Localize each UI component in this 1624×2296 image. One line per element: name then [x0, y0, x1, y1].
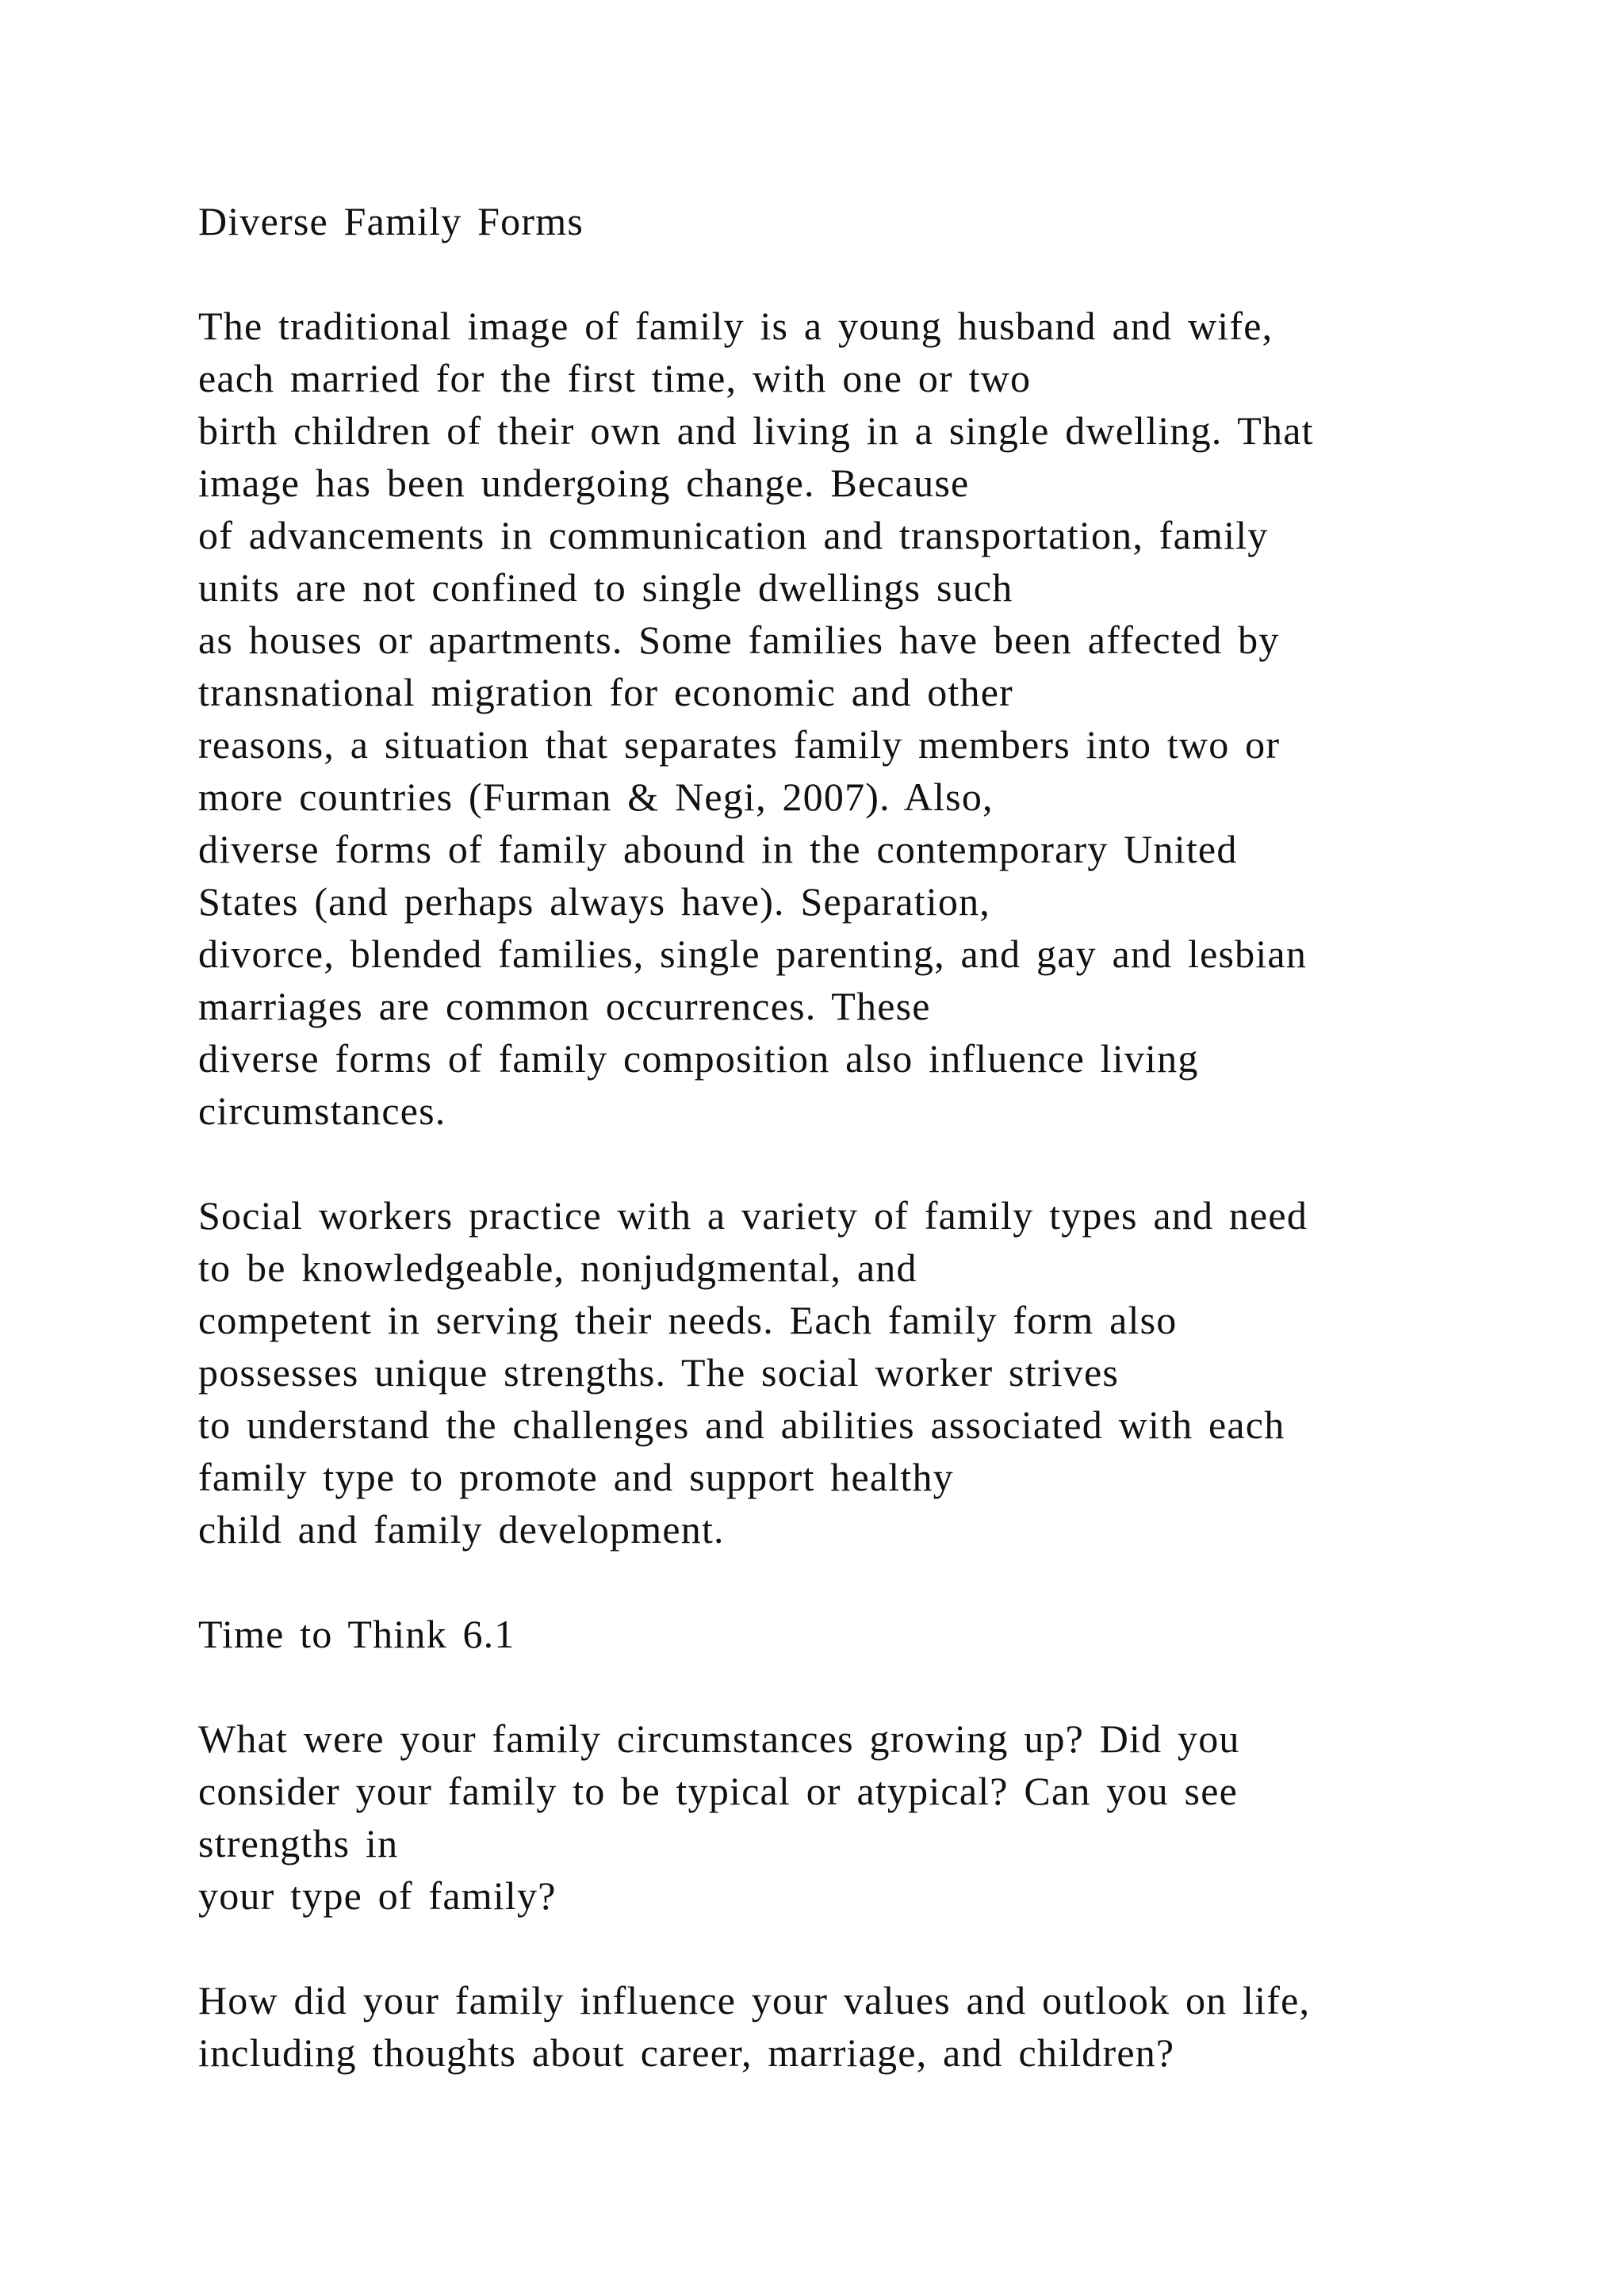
text-line: The traditional image of family is a young husband and wife, [198, 304, 1274, 348]
text-line: marriages are common occurrences. These [198, 984, 931, 1028]
paragraph-gap [198, 1660, 1546, 1712]
text-line: circumstances. [198, 1089, 446, 1133]
paragraph-gap [198, 1922, 1546, 1974]
text-line: each married for the first time, with one or two [198, 356, 1032, 400]
text-line: units are not confined to single dwellings such [198, 565, 1013, 610]
text-line: to understand the challenges and abilities associated with each [198, 1402, 1285, 1447]
paragraph-gap [198, 1137, 1546, 1189]
text-line: diverse forms of family composition also influence living [198, 1036, 1199, 1081]
text-line: divorce, blended families, single parenting, and gay and lesbian [198, 932, 1308, 976]
document-body [198, 195, 1546, 2079]
text-line: image has been undergoing change. Because [198, 461, 970, 505]
question-family-influence [198, 1974, 1546, 2079]
text-line: family type to promote and support healthy [198, 1455, 954, 1499]
text-line: possesses unique strengths. The social worker strives [198, 1350, 1120, 1395]
text-line: of advancements in communication and transportation, family [198, 513, 1269, 557]
text-line: as houses or apartments. Some families have been affected by [198, 618, 1280, 662]
text-line: including thoughts about career, marriage, and children? [198, 2030, 1175, 2075]
paragraph-traditional-image [198, 300, 1546, 1137]
section-heading: Time to Think 6.1 [198, 1612, 515, 1656]
text-line: child and family development. [198, 1507, 725, 1552]
text-line: What were your family circumstances growing up? Did you [198, 1716, 1240, 1761]
text-line: How did your family influence your values and outlook on life, [198, 1978, 1311, 2022]
text-line: more countries (Furman & Negi, 2007). Also, [198, 775, 994, 819]
document-title: Diverse Family Forms [198, 199, 584, 243]
text-line: strengths in [198, 1821, 399, 1866]
text-line: competent in serving their needs. Each family form also [198, 1298, 1178, 1342]
question-family-circumstances [198, 1712, 1546, 1922]
text-line: consider your family to be typical or atypical? Can you see [198, 1769, 1238, 1813]
paragraph-social-workers [198, 1189, 1546, 1556]
text-line: to be knowledgeable, nonjudgmental, and [198, 1246, 917, 1290]
text-line: your type of family? [198, 1873, 557, 1918]
text-line: transnational migration for economic and other [198, 670, 1013, 714]
paragraph-gap [198, 247, 1546, 300]
text-line: States (and perhaps always have). Separation, [198, 879, 990, 924]
paragraph-gap [198, 1556, 1546, 1608]
text-line: reasons, a situation that separates family members into two or [198, 722, 1281, 767]
text-line: birth children of their own and living in a single dwelling. That [198, 408, 1314, 453]
text-line: Social workers practice with a variety of family types and need [198, 1193, 1308, 1238]
text-line: diverse forms of family abound in the contemporary United [198, 827, 1238, 871]
